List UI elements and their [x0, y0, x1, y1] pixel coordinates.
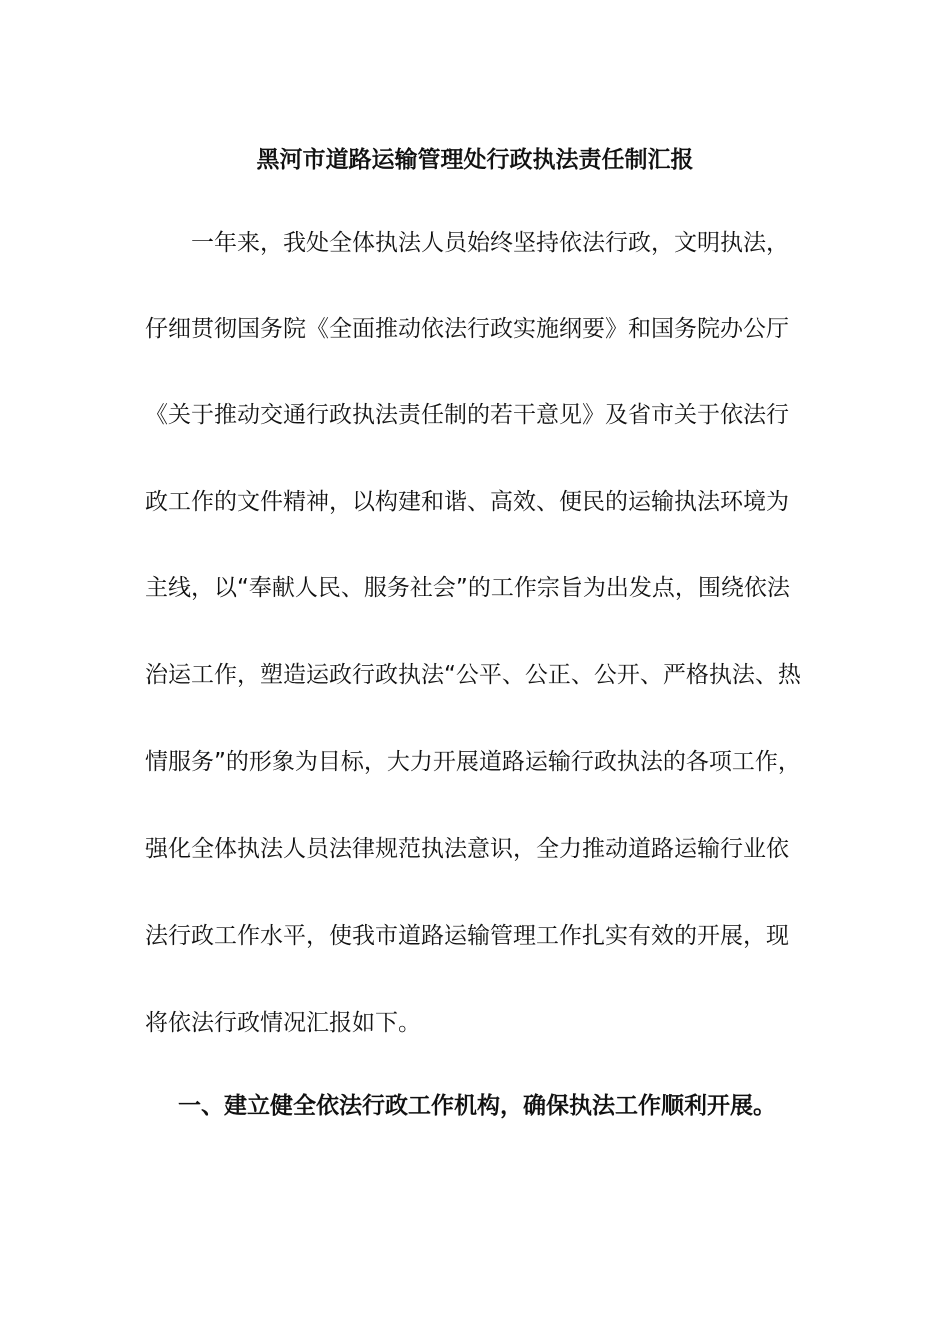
paragraph-line: 将依法行政情况汇报如下。 [145, 1010, 421, 1036]
paragraph-line: 仔细贯彻国务院《全面推动依法行政实施纲要》和国务院办公厅 [145, 316, 789, 342]
paragraph-line: 法行政工作水平，使我市道路运输管理工作扎实有效的开展，现 [145, 923, 789, 949]
paragraph-line: 主线，以“奉献人民、服务社会”的工作宗旨为出发点，围绕依法 [145, 575, 790, 601]
paragraph-line: 强化全体执法人员法律规范执法意识，全力推动道路运输行业依 [145, 836, 789, 862]
paragraph-line: 《关于推动交通行政执法责任制的若干意见》及省市关于依法行 [145, 402, 789, 428]
section-heading: 一、建立健全依法行政工作机构，确保执法工作顺利开展。 [178, 1093, 776, 1119]
paragraph-line: 政工作的文件精神，以构建和谐、高效、便民的运输执法环境为 [145, 489, 789, 515]
paragraph-line: 治运工作，塑造运政行政执法“公平、公正、公开、严格执法、热 [145, 662, 801, 688]
paragraph-line: 情服务”的形象为目标，大力开展道路运输行政执法的各项工作， [145, 749, 801, 775]
paragraph-line: 一年来，我处全体执法人员始终坚持依法行政，文明执法， [145, 230, 789, 256]
document-title: 黑河市道路运输管理处行政执法责任制汇报 [256, 147, 694, 173]
